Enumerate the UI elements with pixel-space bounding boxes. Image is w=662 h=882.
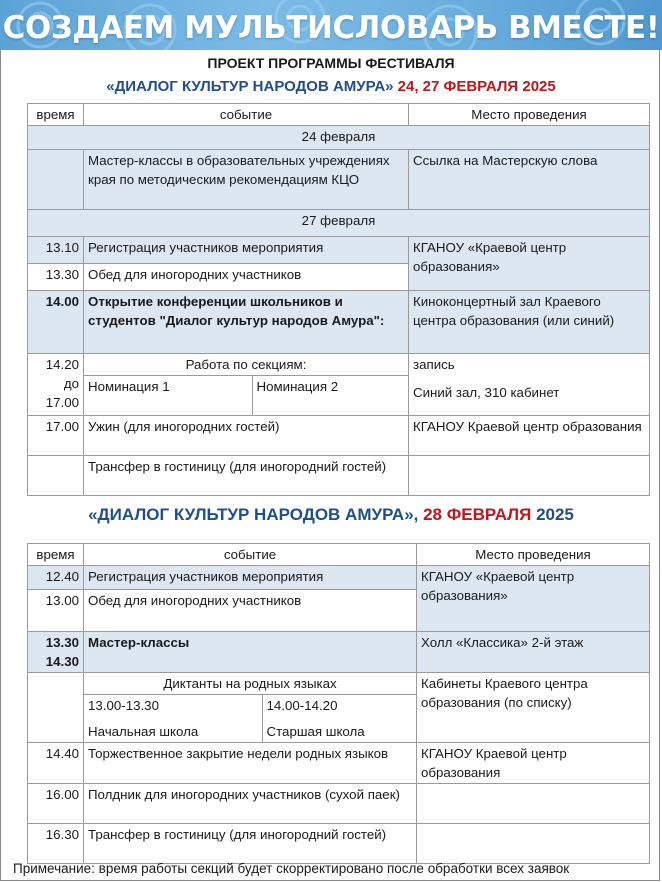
table-row bbox=[28, 784, 650, 824]
col-event: событие bbox=[84, 544, 417, 566]
nomination-2: Номинация 2 bbox=[252, 376, 408, 415]
schedule-table-2 bbox=[27, 543, 650, 864]
place-cell: КГАНОУ Краевой центр образования bbox=[417, 743, 650, 784]
event-cell: Открытие конференции школьников и студентов "Диалог культур народов Амура": bbox=[84, 291, 409, 354]
place-cell bbox=[409, 455, 650, 495]
table-row bbox=[28, 743, 650, 784]
table-row bbox=[28, 632, 650, 673]
time-cell: 13.30 bbox=[28, 264, 84, 291]
col-time: время bbox=[28, 544, 84, 566]
time-cell: 17.00 bbox=[28, 415, 84, 455]
place-cell: КГАНОУ Краевой центр образования bbox=[409, 415, 650, 455]
festival-title-1 bbox=[0, 78, 662, 95]
program-heading: ПРОЕКТ ПРОГРАММЫ ФЕСТИВАЛЯ bbox=[207, 55, 455, 71]
slot-time: 13.00-13.30 bbox=[88, 698, 159, 713]
col-time: время bbox=[28, 104, 84, 126]
dictation-slot-1 bbox=[84, 695, 262, 743]
dictation-slot-2 bbox=[262, 695, 416, 743]
table-row bbox=[28, 415, 650, 455]
time-cell: 14.00 bbox=[28, 291, 84, 354]
time-cell: 16.30 bbox=[28, 824, 84, 864]
col-place: Место проведения bbox=[417, 544, 650, 566]
table-row bbox=[28, 455, 650, 495]
festival-title-2 bbox=[0, 505, 662, 525]
time-cell: 12.40 bbox=[28, 566, 84, 590]
event-cell: Трансфер в гостиницу (для иногородний гостей) bbox=[84, 824, 417, 864]
time-cell bbox=[28, 673, 84, 743]
day-label: 27 февраля bbox=[28, 210, 650, 237]
slot-label: Старшая школа bbox=[266, 724, 365, 739]
col-place: Место проведения bbox=[409, 104, 650, 126]
place-cell bbox=[417, 824, 650, 864]
time-cell bbox=[28, 150, 84, 210]
place-cell: КГАНОУ «Краевой центр образования» bbox=[409, 237, 650, 291]
time-cell bbox=[28, 455, 84, 495]
place-cell: Киноконцертный зал Краевого центра образования (или синий) bbox=[409, 291, 650, 354]
nomination-1: Номинация 1 bbox=[84, 376, 252, 415]
table-row bbox=[28, 291, 650, 354]
festival-dates: 24, 27 ФЕВРАЛЯ 2025 bbox=[393, 78, 556, 95]
event-cell: Мастер-классы в образовательных учреждениях края по методическим рекомендациям КЦО bbox=[84, 150, 409, 210]
sections-subtable bbox=[84, 354, 408, 415]
table-row bbox=[28, 673, 650, 743]
dictation-label: Диктанты на родных языках bbox=[84, 673, 416, 695]
event-cell: Ужин (для иногородних гостей) bbox=[84, 415, 409, 455]
slot-label: Начальная школа bbox=[88, 724, 199, 739]
place-cell: КГАНОУ «Краевой центр образования» bbox=[417, 566, 650, 632]
festival-name: «ДИАЛОГ КУЛЬТУР НАРОДОВ АМУРА» bbox=[106, 78, 394, 95]
table-row bbox=[28, 354, 650, 416]
time-cell: 13.10 bbox=[28, 237, 84, 264]
time-cell: 14.40 bbox=[28, 743, 84, 784]
table-header-row bbox=[28, 104, 650, 126]
place-rooms: Синий зал, 310 кабинет bbox=[413, 385, 560, 400]
day-row bbox=[28, 126, 650, 150]
banner-title: СОЗДАЕМ МУЛЬТИСЛОВАРЬ ВМЕСТЕ! bbox=[2, 10, 660, 46]
event-cell: Регистрация участников мероприятия bbox=[84, 566, 417, 590]
footnote: Примечание: время работы секций будет скорректировано после обработки всех заявок bbox=[13, 861, 570, 876]
table-header-row bbox=[28, 544, 650, 566]
festival-year: 2025 bbox=[531, 505, 574, 524]
festival-date: 28 ФЕВРАЛЯ bbox=[418, 505, 532, 524]
sections-label: Работа по секциям: bbox=[84, 354, 408, 376]
header-banner bbox=[0, 0, 662, 50]
dictation-cell bbox=[84, 673, 417, 743]
table-row bbox=[28, 150, 650, 210]
event-cell: Обед для иногородних участников bbox=[84, 590, 417, 632]
place-cell: Кабинеты Краевого центра образования (по списку) bbox=[417, 673, 650, 743]
slot-time: 14.00-14.20 bbox=[266, 698, 338, 713]
event-cell: Мастер-классы bbox=[84, 632, 417, 673]
time-cell: 13.30 14.30 bbox=[28, 632, 84, 673]
dictation-subtable bbox=[84, 673, 416, 742]
time-cell: 16.00 bbox=[28, 784, 84, 824]
day-label: 24 февраля bbox=[28, 126, 650, 150]
place-cell: Холл «Классика» 2-й этаж bbox=[417, 632, 650, 673]
place-cell: Ссылка на Мастерскую слова bbox=[409, 150, 650, 210]
time-cell: 14.20 до 17.00 bbox=[28, 354, 84, 416]
event-cell: Торжественное закрытие недели родных языков bbox=[84, 743, 417, 784]
time-cell: 13.00 bbox=[28, 590, 84, 632]
sections-cell bbox=[84, 354, 409, 416]
event-cell: Обед для иногородних участников bbox=[84, 264, 409, 291]
event-cell: Полдник для иногородних участников (сухой паек) bbox=[84, 784, 417, 824]
day-row bbox=[28, 210, 650, 237]
place-cell bbox=[417, 784, 650, 824]
table-row bbox=[28, 566, 650, 590]
table-row bbox=[28, 237, 650, 264]
schedule-table-1 bbox=[27, 103, 650, 496]
festival-name: «ДИАЛОГ КУЛЬТУР НАРОДОВ АМУРА», bbox=[88, 505, 419, 524]
place-cell bbox=[409, 354, 650, 416]
table-row bbox=[28, 824, 650, 864]
event-cell: Трансфер в гостиницу (для иногородний гостей) bbox=[84, 455, 409, 495]
col-event: событие bbox=[84, 104, 409, 126]
place-note: запись bbox=[413, 357, 455, 372]
event-cell: Регистрация участников мероприятия bbox=[84, 237, 409, 264]
